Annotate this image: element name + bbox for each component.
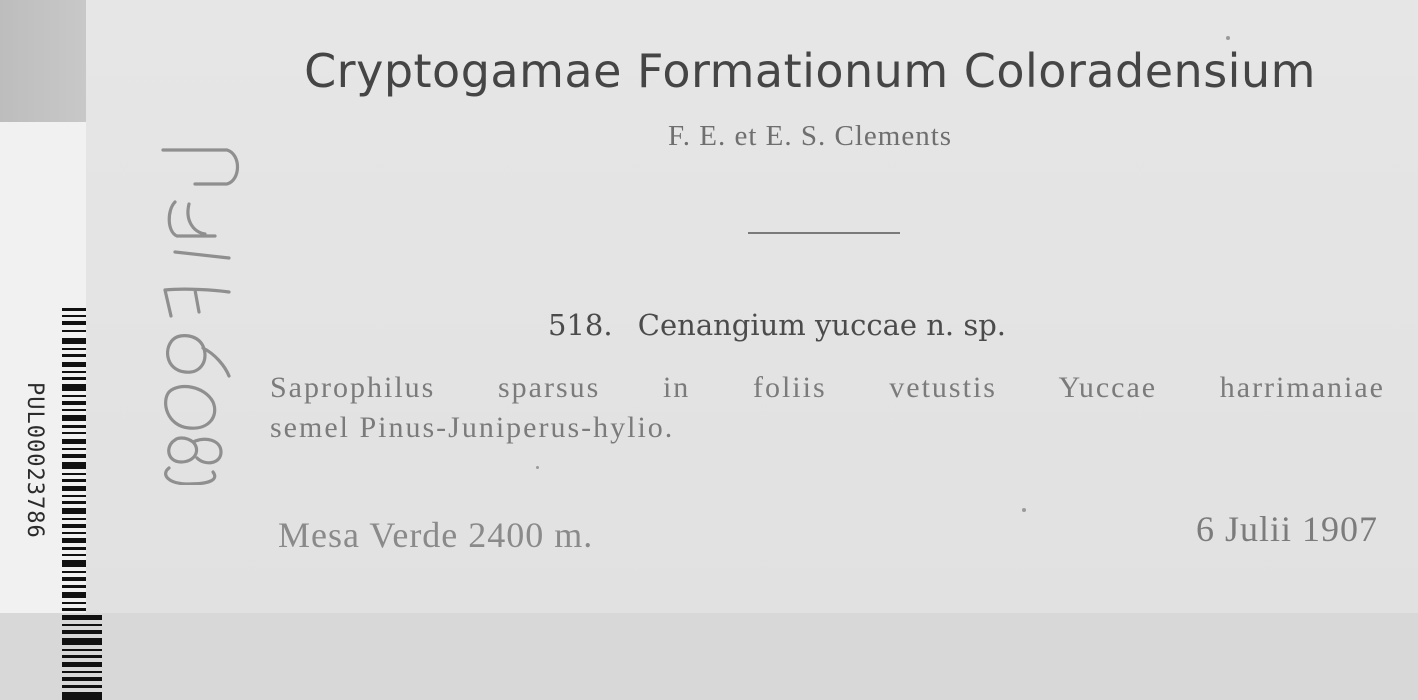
collection-title: Cryptogamae Formationum Coloradensium xyxy=(304,44,1316,98)
barcode-number: PUL00023786 xyxy=(22,382,47,539)
description-line-2: semel Pinus-Juniperus-hylio. xyxy=(270,411,675,444)
collection-locality: Mesa Verde 2400 m. xyxy=(278,515,594,555)
speck xyxy=(536,466,539,469)
speck xyxy=(1022,508,1026,512)
habitat-description xyxy=(270,368,1385,448)
species-heading xyxy=(548,308,1006,342)
species-name: Cenangium yuccae n. sp. xyxy=(637,308,1007,342)
handwritten-accession-number xyxy=(145,140,245,485)
description-line-1: Saprophilus sparsus in foliis vetustis Yuccae harrimaniae xyxy=(270,371,1385,404)
speck xyxy=(1226,36,1230,40)
collectors: F. E. et E. S. Clements xyxy=(667,120,953,152)
separator-rule xyxy=(748,232,900,234)
exsiccata-number: 518. xyxy=(548,308,613,342)
collection-date: 6 Julii 1907 xyxy=(1195,509,1378,549)
